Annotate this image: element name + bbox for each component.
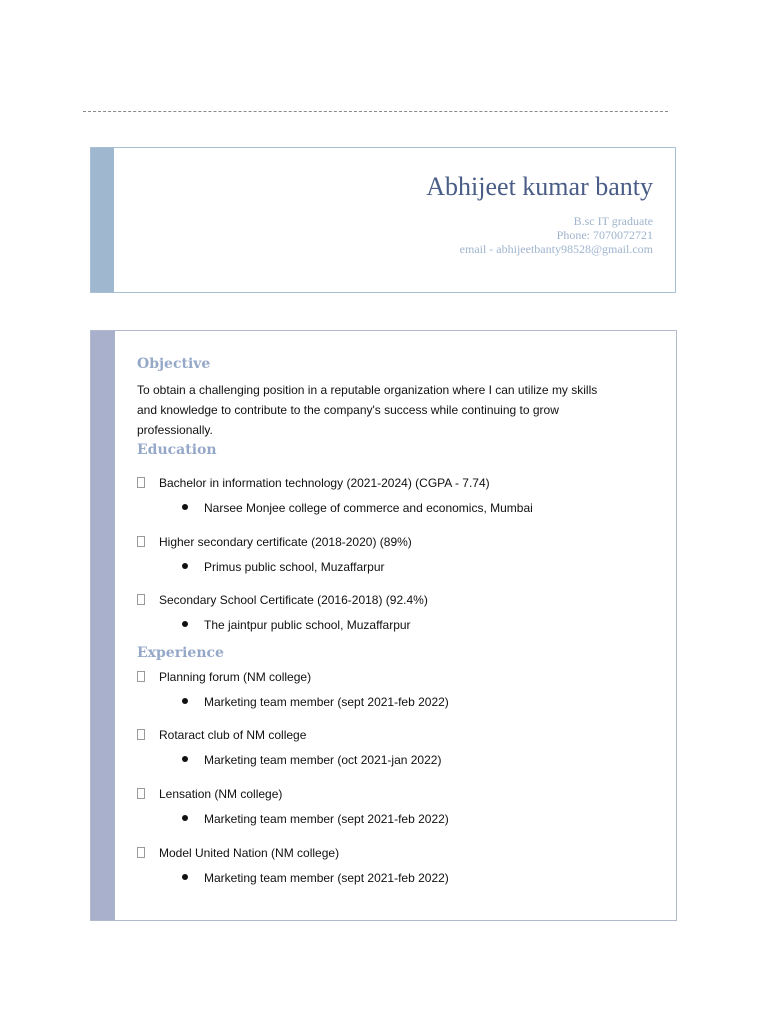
round-bullet-icon bbox=[182, 815, 188, 821]
body-accent-bar bbox=[91, 331, 115, 920]
candidate-name: Abhijeet kumar banty bbox=[426, 172, 653, 201]
round-bullet-icon bbox=[182, 621, 188, 627]
experience-role: Marketing team member (sept 2021-feb 2022) bbox=[204, 695, 449, 709]
experience-role: Marketing team member (sept 2021-feb 2022) bbox=[204, 871, 449, 885]
experience-detail bbox=[182, 752, 441, 768]
education-detail bbox=[182, 617, 411, 633]
phone-line: Phone: 7070072721 bbox=[556, 228, 653, 242]
experience-detail bbox=[182, 870, 449, 886]
checkbox-bullet-icon bbox=[137, 671, 145, 682]
education-school: Primus public school, Muzaffarpur bbox=[204, 560, 385, 574]
experience-item bbox=[137, 845, 339, 861]
header-accent-bar bbox=[91, 148, 114, 292]
experience-item bbox=[137, 727, 306, 743]
education-school: Narsee Monjee college of commerce and economics, Mumbai bbox=[204, 501, 533, 515]
resume-body-card bbox=[90, 330, 677, 921]
email-line: email - abhijeetbanty98528@gmail.com bbox=[459, 242, 653, 256]
checkbox-bullet-icon bbox=[137, 729, 145, 740]
education-detail bbox=[182, 500, 533, 516]
experience-item bbox=[137, 669, 311, 685]
experience-role: Marketing team member (sept 2021-feb 2022) bbox=[204, 812, 449, 826]
education-item bbox=[137, 592, 428, 608]
checkbox-bullet-icon bbox=[137, 536, 145, 547]
experience-item bbox=[137, 786, 282, 802]
round-bullet-icon bbox=[182, 698, 188, 704]
education-item bbox=[137, 534, 412, 550]
header-text bbox=[426, 170, 653, 256]
checkbox-bullet-icon bbox=[137, 477, 145, 488]
objective-heading: Objective bbox=[137, 356, 211, 372]
experience-heading: Experience bbox=[137, 645, 224, 661]
education-heading: Education bbox=[137, 442, 217, 458]
experience-role: Marketing team member (oct 2021-jan 2022) bbox=[204, 753, 442, 767]
education-detail bbox=[182, 559, 385, 575]
experience-detail bbox=[182, 811, 449, 827]
header-card bbox=[90, 147, 676, 293]
round-bullet-icon bbox=[182, 563, 188, 569]
round-bullet-icon bbox=[182, 504, 188, 510]
checkbox-bullet-icon bbox=[137, 594, 145, 605]
education-title: Bachelor in information technology (2021-2024) (CGPA - 7.74) bbox=[159, 476, 490, 490]
objective-text: To obtain a challenging position in a reputable organization where I can utilize my skills and knowledge to contribute to the company's success while continuing to grow professionally. bbox=[137, 383, 598, 437]
round-bullet-icon bbox=[182, 756, 188, 762]
degree-line: B.sc IT graduate bbox=[573, 214, 653, 228]
checkbox-bullet-icon bbox=[137, 788, 145, 799]
education-item bbox=[137, 475, 490, 491]
experience-title: Planning forum (NM college) bbox=[159, 670, 312, 684]
experience-title: Lensation (NM college) bbox=[159, 787, 283, 801]
experience-title: Rotaract club of NM college bbox=[159, 728, 307, 742]
education-school: The jaintpur public school, Muzaffarpur bbox=[204, 618, 411, 632]
round-bullet-icon bbox=[182, 874, 188, 880]
experience-title: Model United Nation (NM college) bbox=[159, 846, 340, 860]
checkbox-bullet-icon bbox=[137, 847, 145, 858]
experience-detail bbox=[182, 694, 449, 710]
education-title: Secondary School Certificate (2016-2018) (92.4%) bbox=[159, 593, 428, 607]
top-dashed-rule bbox=[83, 111, 668, 112]
education-title: Higher secondary certificate (2018-2020) (89%) bbox=[159, 535, 412, 549]
